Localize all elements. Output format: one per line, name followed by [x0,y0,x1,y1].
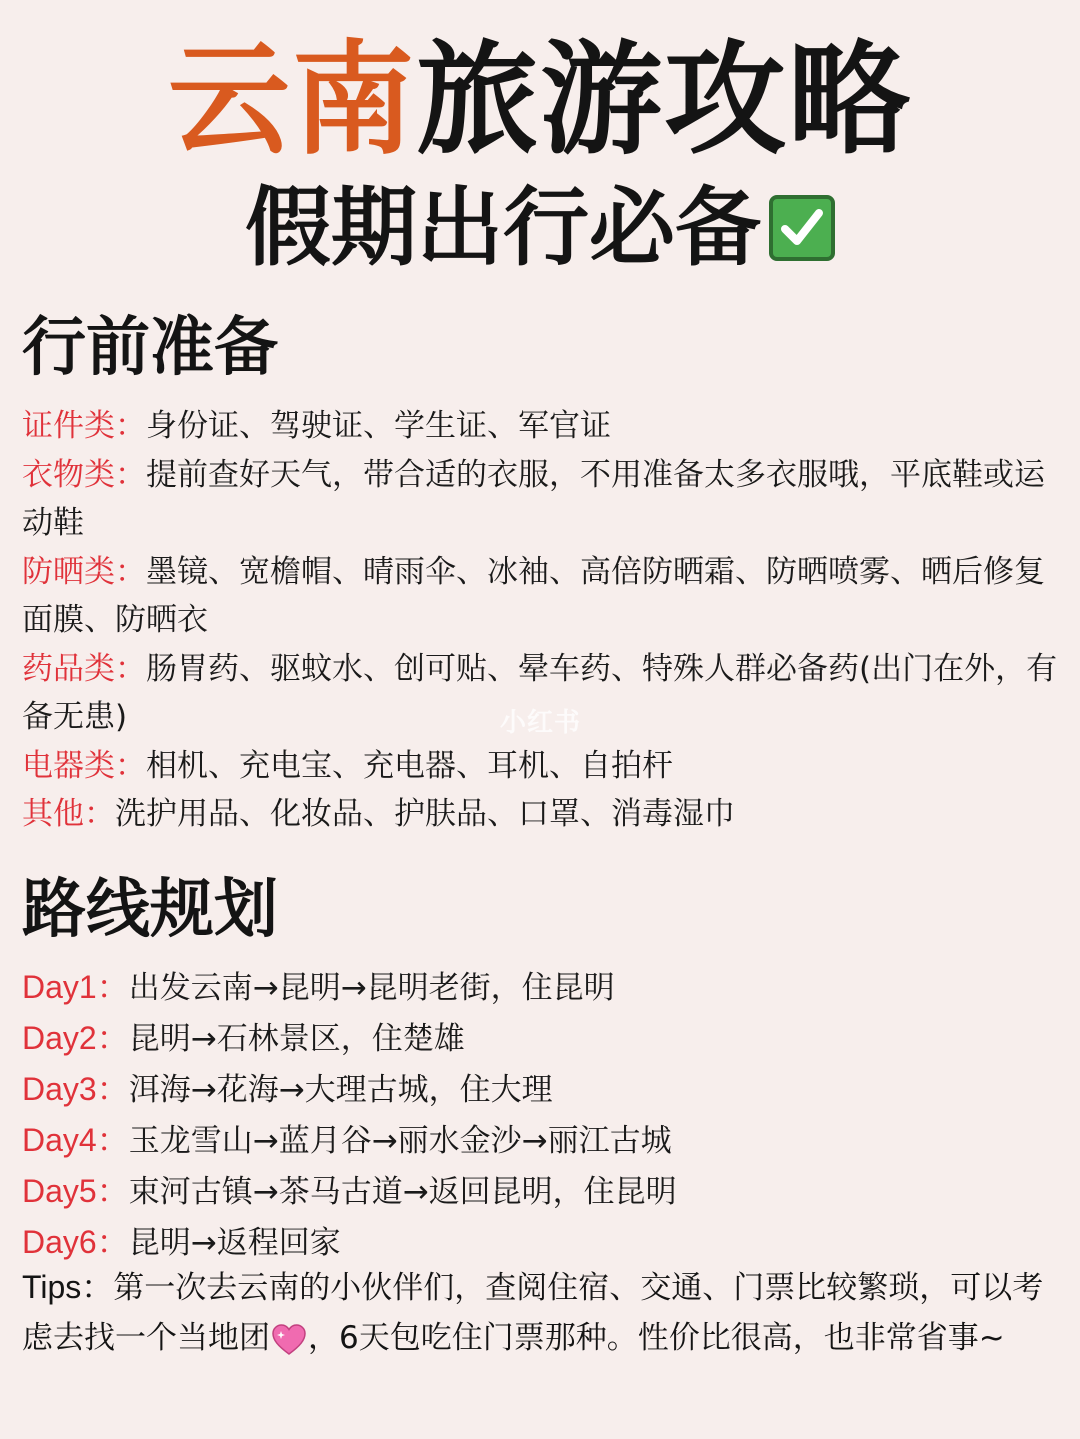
route-text: 出发云南→昆明→昆明老街，住昆明 [128,970,615,1006]
tips-label: Tips： [22,1269,114,1305]
route-item [22,1064,1062,1115]
day-label: Day3： [22,1071,129,1107]
item-value: 洗护用品、化妆品、护肤品、口罩、消毒湿巾 [115,796,735,832]
day-label: Day4： [22,1122,129,1158]
route-item [22,1115,1062,1166]
day-label: Day6： [22,1224,129,1260]
item-value: 提前查好天气，带合适的衣服，不用准备太多衣服哦，平底鞋或运动鞋 [22,456,1045,541]
tips-paragraph [22,1262,1062,1363]
item-value: 身份证、驾驶证、学生证、军官证 [146,408,611,444]
day-label: Day2： [22,1020,129,1056]
list-item [22,451,1062,548]
route-text: 洱海→花海→大理古城，住大理 [128,1072,553,1108]
title-rest: 旅游攻略 [416,29,912,171]
item-value: 相机、充电宝、充电器、耳机、自拍杆 [146,747,673,784]
watermark: 小红书 [500,708,582,738]
item-value: 墨镜、宽檐帽、晴雨伞、冰袖、高倍防晒霜、防晒喷雾、晒后修复面膜、防晒衣 [22,553,1045,638]
section-heading-preparation: 行前准备 [22,311,278,385]
item-key: 证件类： [22,408,146,444]
section-heading-route: 路线规划 [22,873,278,947]
day-label: Day1： [22,969,129,1005]
route-item [22,1013,1062,1064]
item-key: 药品类： [22,650,146,687]
route-item [22,1166,1062,1217]
list-item [22,548,1062,645]
route-item [22,962,1062,1013]
route-text: 束河古镇→茶马古道→返回昆明，住昆明 [128,1174,677,1210]
tips-text-after: ，6天包吃住门票那种。性价比很高，也非常省事~ [308,1320,1005,1356]
list-item [22,402,1062,451]
sparkling-heart-icon [272,1321,306,1353]
route-list [22,962,1062,1268]
page-title [0,30,1080,170]
day-label: Day5： [22,1173,129,1209]
check-mark-icon [769,195,835,261]
item-key: 电器类： [22,747,146,784]
route-text: 玉龙雪山→蓝月谷→丽水金沙→丽江古城 [128,1123,672,1159]
preparation-list [22,402,1062,839]
route-text: 昆明→返程回家 [128,1225,341,1261]
route-text: 昆明→石林景区，住楚雄 [128,1021,465,1057]
item-key: 衣物类： [22,456,146,493]
title-highlight: 云南 [168,29,416,171]
list-item [22,742,1062,791]
item-key: 其他： [22,796,115,832]
subtitle-text: 假期出行必备 [245,178,761,278]
list-item [22,790,1062,839]
item-value: 肠胃药、驱蚊水、创可贴、晕车药、特殊人群必备药(出门在外，有备无患) [22,650,1058,735]
page-subtitle [0,178,1080,278]
item-key: 防晒类： [22,553,146,590]
tips-text-before: 第一次去云南的小伙伴们，查阅住宿、交通、门票比较繁琐，可以考虑去找一个当地团 [22,1270,1044,1356]
route-item [22,1217,1062,1268]
